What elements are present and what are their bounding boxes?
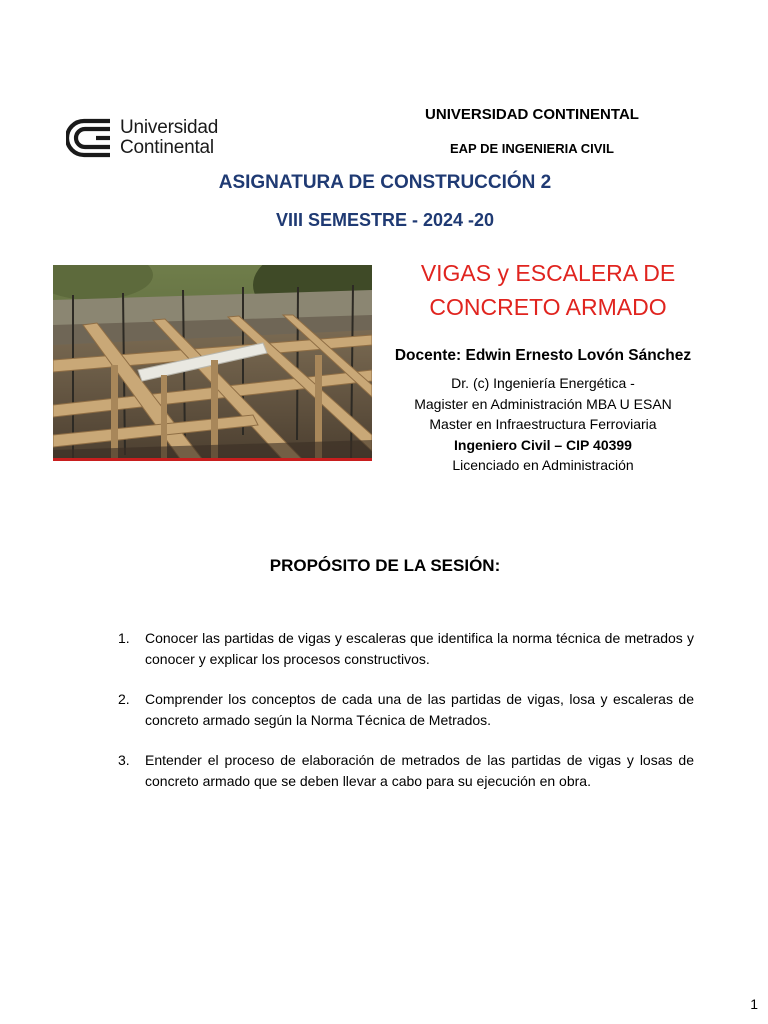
school-name: EAP DE INGENIERIA CIVIL — [450, 141, 614, 156]
topic-line-2: CONCRETO ARMADO — [429, 294, 667, 320]
credential-line: Licenciado en Administración — [452, 457, 634, 473]
objective-text: Entender el proceso de elaboración de metrados de las partidas de vigas y losas de concreto armado que se deben llevar a cabo para su ejecución en obra. — [145, 752, 694, 789]
logo-line-1: Universidad — [120, 117, 219, 138]
topic-line-1: VIGAS y ESCALERA DE — [420, 260, 676, 286]
objective-text: Comprender los conceptos de cada una de las partidas de vigas, losa y escaleras de concreto armado según la Norma Técnica de Metrados. — [145, 691, 694, 728]
credential-line: Ingeniero Civil – CIP 40399 — [454, 436, 632, 453]
teacher-name: Docente: Edwin Ernesto Lovón Sánchez — [394, 347, 692, 364]
objective-text: Conocer las partidas de vigas y escaleras que identifica la norma técnica de metrados y conocer y explicar los procesos constructivos. — [145, 630, 694, 667]
objective-item — [118, 750, 694, 791]
photo-accent-line — [53, 458, 372, 461]
logo-line-2: Continental — [120, 137, 214, 158]
objective-number: 1. — [118, 630, 130, 646]
purpose-heading: PROPÓSITO DE LA SESIÓN: — [269, 556, 501, 575]
objectives-list — [118, 628, 694, 811]
page-number: 1 — [750, 996, 758, 1012]
objective-number: 2. — [118, 691, 130, 707]
university-name: UNIVERSIDAD CONTINENTAL — [425, 106, 639, 123]
session-topic — [400, 256, 696, 324]
university-logo — [66, 116, 236, 160]
credential-line: Master en Infraestructura Ferroviaria — [429, 416, 657, 432]
construction-photo — [53, 265, 372, 460]
credential-line: Dr. (c) Ingeniería Energética - — [451, 375, 635, 391]
objective-number: 3. — [118, 752, 130, 768]
universidad-continental-logo-icon — [66, 117, 112, 159]
semester-label: VIII SEMESTRE - 2024 -20 — [275, 210, 495, 230]
teacher-credentials — [378, 373, 708, 476]
logo-wordmark — [120, 118, 218, 158]
objective-item — [118, 689, 694, 730]
construction-formwork-photo — [53, 265, 372, 460]
course-title: ASIGNATURA DE CONSTRUCCIÓN 2 — [218, 172, 552, 193]
objective-item — [118, 628, 694, 669]
credential-line: Magister en Administración MBA U ESAN — [414, 395, 672, 412]
